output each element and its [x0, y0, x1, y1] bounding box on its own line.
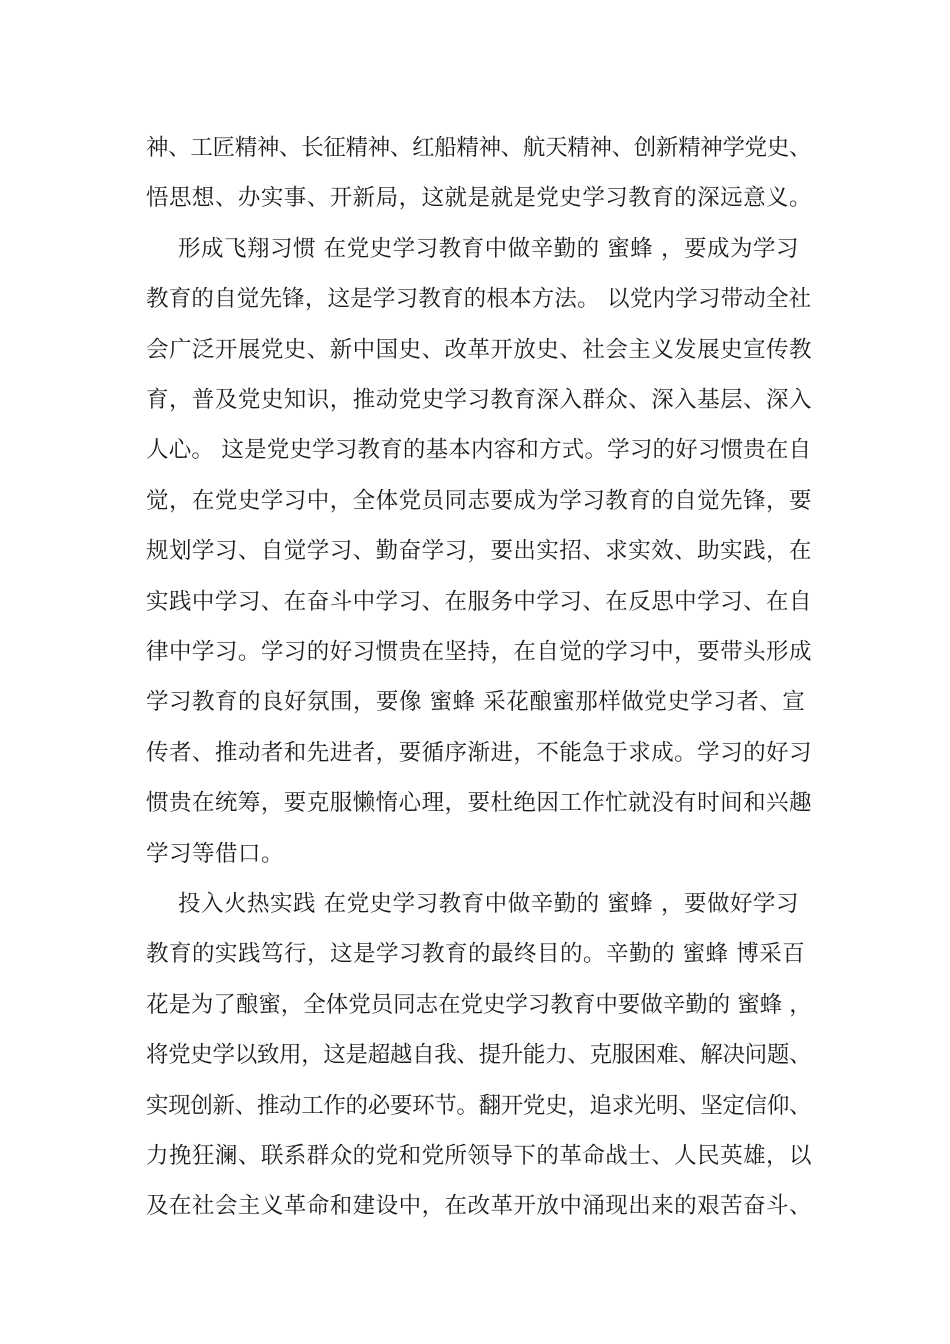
text-line: 教育的自觉先锋，这是学习教育的根本方法。 以党内学习带动全社: [146, 286, 812, 312]
text-line: 人心。 这是党史学习教育的基本内容和方式。学习的好习惯贵在自: [146, 437, 812, 463]
text-line: 悟思想、办实事、开新局，这就是就是党史学习教育的深远意义。: [146, 185, 812, 211]
text-line: 力挽狂澜、联系群众的党和党所领导下的革命战士、人民英雄，以: [146, 1143, 812, 1169]
paragraph-first-line: 形成飞翔习惯 在党史学习教育中做辛勤的 蜜蜂 ，要成为学习: [178, 236, 799, 262]
text-line: 实践中学习、在奋斗中学习、在服务中学习、在反思中学习、在自: [146, 589, 812, 615]
text-line: 律中学习。学习的好习惯贵在坚持，在自觉的学习中，要带头形成: [146, 639, 812, 665]
text-line: 教育的实践笃行，这是学习教育的最终目的。辛勤的 蜜蜂 博采百: [146, 941, 806, 967]
paragraph-first-line: 投入火热实践 在党史学习教育中做辛勤的 蜜蜂 ，要做好学习: [178, 891, 799, 917]
text-line: 及在社会主义革命和建设中，在改革开放中涌现出来的艰苦奋斗、: [146, 1193, 812, 1219]
text-line: 规划学习、自觉学习、勤奋学习，要出实招、求实效、助实践，在: [146, 538, 812, 564]
text-line: 育，普及党史知识，推动党史学习教育深入群众、深入基层、深入: [146, 387, 812, 413]
text-line: 神、工匠精神、长征精神、红船精神、航天精神、创新精神学党史、: [146, 135, 812, 161]
text-line: 传者、推动者和先进者，要循序渐进，不能急于求成。学习的好习: [146, 740, 812, 766]
text-line: 会广泛开展党史、新中国史、改革开放史、社会主义发展史宣传教: [146, 337, 812, 363]
text-line: 学习等借口。: [146, 841, 285, 867]
text-line: 将党史学以致用，这是超越自我、提升能力、克服困难、解决问题、: [146, 1042, 812, 1068]
text-line: 惯贵在统筹，要克服懒惰心理，要杜绝因工作忙就没有时间和兴趣: [146, 790, 812, 816]
text-line: 觉，在党史学习中，全体党员同志要成为学习教育的自觉先锋，要: [146, 488, 812, 514]
text-line: 学习教育的良好氛围，要像 蜜蜂 采花酿蜜那样做党史学习者、宣: [146, 689, 806, 715]
text-line: 花是为了酿蜜，全体党员同志在党史学习教育中要做辛勤的 蜜蜂 ，: [146, 992, 812, 1018]
text-line: 实现创新、推动工作的必要环节。翻开党史，追求光明、坚定信仰、: [146, 1093, 812, 1119]
